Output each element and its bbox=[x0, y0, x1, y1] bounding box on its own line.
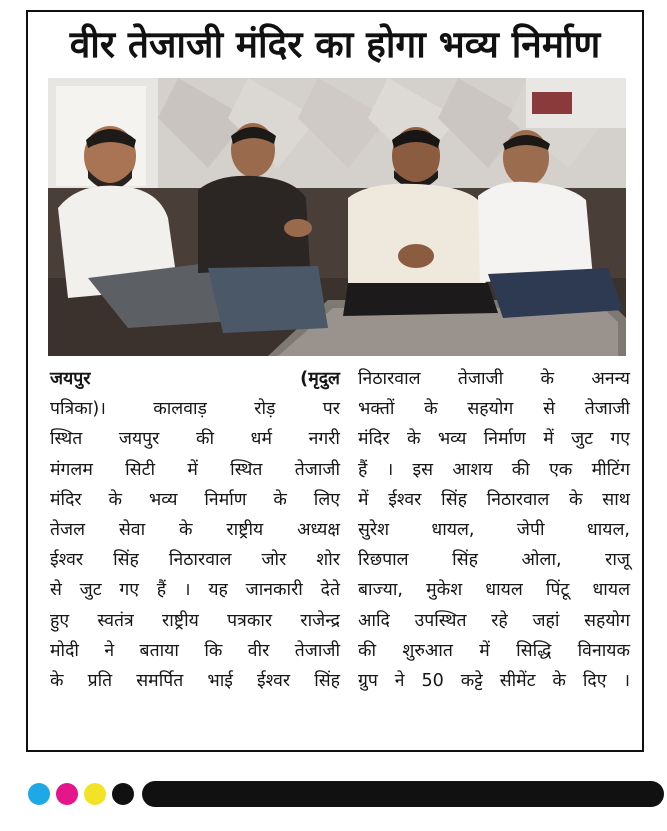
body-line: निठारवाल तेजाजी के अनन्य bbox=[358, 369, 630, 389]
body-line: पत्रिका)। कालवाड़ रोड़ पर bbox=[50, 399, 340, 420]
article-column-left bbox=[50, 364, 340, 696]
body-line: मंदिर के भव्य निर्माण के लिए bbox=[50, 489, 340, 510]
body-line: भक्तों के सहयोग से तेजाजी bbox=[358, 399, 630, 420]
black-registration-dot bbox=[112, 783, 134, 805]
body-line: बाज्या, मुकेश धायल पिंटू धायल bbox=[358, 580, 630, 601]
body-line: मोदी ने बताया कि वीर तेजाजी bbox=[50, 640, 340, 661]
body-line: स्थित जयपुर की धर्म नगरी bbox=[50, 429, 340, 450]
body-line: ईश्वर सिंह निठारवाल जोर शोर bbox=[50, 550, 340, 571]
black-footer-bar bbox=[142, 781, 664, 807]
body-line: की शुरुआत में सिद्धि विनायक bbox=[358, 640, 630, 661]
headline: वीर तेजाजी मंदिर का होगा भव्य निर्माण bbox=[69, 23, 601, 66]
body-line: रिछपाल सिंह ओला, राजू bbox=[358, 550, 630, 571]
body-line: हुए स्वतंत्र राष्ट्रीय पत्रकार राजेन्द्र bbox=[50, 610, 340, 631]
group-photo-icon bbox=[48, 78, 626, 356]
body-line: से जुट गए हैं । यह जानकारी देते bbox=[50, 580, 340, 601]
magenta-registration-dot bbox=[56, 783, 78, 805]
body-line: मंगलम सिटी में स्थित तेजाजी bbox=[50, 459, 340, 480]
body-line: तेजल सेवा के राष्ट्रीय अध्यक्ष bbox=[50, 520, 340, 541]
body-line: में ईश्वर सिंह निठारवाल के साथ bbox=[358, 489, 630, 510]
body-line: ग्रुप ने 50 कट्टे सीमेंट के दिए । bbox=[358, 671, 630, 692]
body-line: के प्रति समर्पित भाई ईश्वर सिंह bbox=[50, 671, 340, 692]
news-clipping bbox=[26, 10, 644, 752]
body-line: मंदिर के भव्य निर्माण में जुट गए bbox=[358, 429, 630, 450]
article-photo bbox=[48, 78, 626, 356]
body-line: आदि उपस्थित रहे जहां सहयोग bbox=[358, 610, 630, 631]
yellow-registration-dot bbox=[84, 783, 106, 805]
cyan-registration-dot bbox=[28, 783, 50, 805]
article-column-right bbox=[358, 364, 630, 696]
dateline: जयपुर (मृदुल bbox=[50, 369, 340, 389]
print-registration-bar bbox=[28, 780, 664, 808]
body-line: हैं । इस आशय की एक मीटिंग bbox=[358, 459, 630, 480]
body-line: सुरेश धायल, जेपी धायल, bbox=[358, 520, 630, 541]
